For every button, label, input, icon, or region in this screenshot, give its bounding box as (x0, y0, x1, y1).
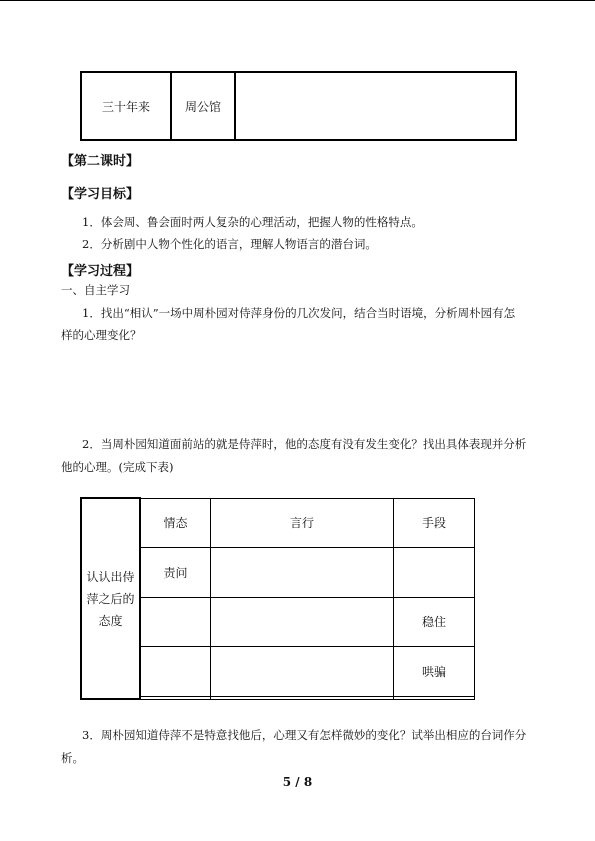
column-header: 情态 (140, 498, 211, 548)
question-1-line-2: 样的心理变化？ (61, 328, 142, 342)
heading-lesson: 【第二课时】 (61, 154, 140, 169)
question-2-line-1: 2．当周朴园知道面前站的就是侍萍时，他的态度有没有发生变化？找出具体表现并分析 (82, 437, 527, 451)
table-cell (211, 597, 394, 647)
row-header-line: 萍之后的 (86, 591, 135, 606)
table-cell (235, 72, 516, 140)
table-cell (394, 696, 475, 699)
table-row (81, 696, 475, 699)
table-row (81, 548, 475, 598)
table-cell: 稳住 (394, 597, 475, 647)
question-2-line-2: 他的心理。(完成下表) (61, 460, 174, 474)
top-rule (0, 0, 595, 1)
table-cell (140, 647, 211, 697)
table-row (81, 597, 475, 647)
goal-item: 1．体会周、鲁会面时两人复杂的心理活动，把握人物的性格特点。 (82, 215, 423, 229)
top-table (80, 71, 517, 141)
table-cell (140, 597, 211, 647)
table-cell: 哄骗 (394, 647, 475, 697)
table-row (81, 647, 475, 697)
column-header: 手段 (394, 498, 475, 548)
row-header-line: 态度 (98, 613, 123, 628)
table-row (81, 498, 475, 548)
heading-process: 【学习过程】 (61, 264, 140, 279)
table-cell: 责问 (140, 548, 211, 598)
heading-goals: 【学习目标】 (61, 187, 140, 202)
table-cell (394, 548, 475, 598)
question-1-line-1: 1．找出“相认”一场中周朴园对侍萍身份的几次发问，结合当时语境，分析周朴园有怎 (82, 306, 516, 320)
table-row (81, 72, 516, 140)
table-cell (140, 696, 211, 699)
page-number: 5 / 8 (282, 775, 313, 789)
row-header (81, 498, 140, 699)
attitude-table (80, 497, 475, 700)
table-cell (211, 696, 394, 699)
table-cell: 三十年来 (81, 72, 171, 140)
row-header-line: 认认出侍 (86, 569, 135, 584)
table-cell: 周公馆 (171, 72, 235, 140)
goal-item: 2．分析剧中人物个性化的语言，理解人物语言的潜台词。 (82, 237, 377, 251)
table-cell (211, 647, 394, 697)
question-3-line-2: 析。 (61, 751, 84, 765)
question-3-line-1: 3．周朴园知道侍萍不是特意找他后，心理又有怎样微妙的变化？试举出相应的台词作分 (82, 728, 527, 742)
section-title: 一、自主学习 (61, 283, 130, 297)
table-cell (211, 548, 394, 598)
column-header: 言行 (211, 498, 394, 548)
